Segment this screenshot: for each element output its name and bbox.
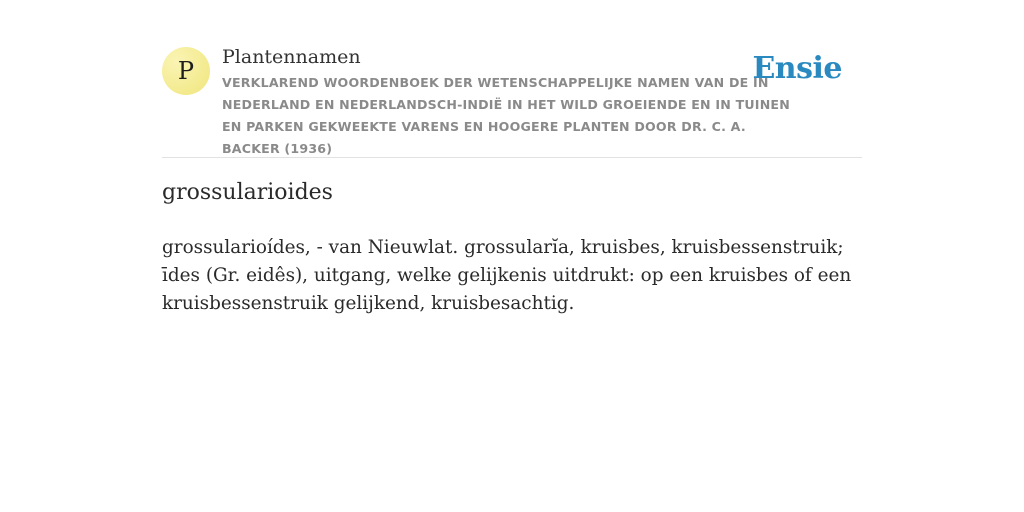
entry-term: grossularioides [162, 180, 333, 205]
source-title[interactable]: Plantennamen [222, 46, 361, 68]
source-avatar[interactable]: P [162, 47, 210, 95]
entry-definition: grossularioídes, - van Nieuwlat. grossularĭa, kruisbes, kruisbessenstruik; īdes (Gr. eidês), uitgang, welke gelijkenis uitdrukt: op een kruisbes of een kruisbessenstruik gelijkend, kruisbesachtig. [162, 237, 852, 314]
source-subtitle: VERKLAREND WOORDENBOEK DER WETENSCHAPPELIJKE NAMEN VAN DE IN NEDERLAND EN NEDERLANDSCH-INDIË IN HET WILD GROEIENDE EN IN TUINEN EN PARKEN GEKWEEKTE VARENS EN HOOGERE PLANTEN DOOR DR. C. A. BACKER (1936) [222, 75, 790, 156]
ensie-logo[interactable]: Ensie [752, 51, 842, 86]
site-header [162, 44, 862, 158]
